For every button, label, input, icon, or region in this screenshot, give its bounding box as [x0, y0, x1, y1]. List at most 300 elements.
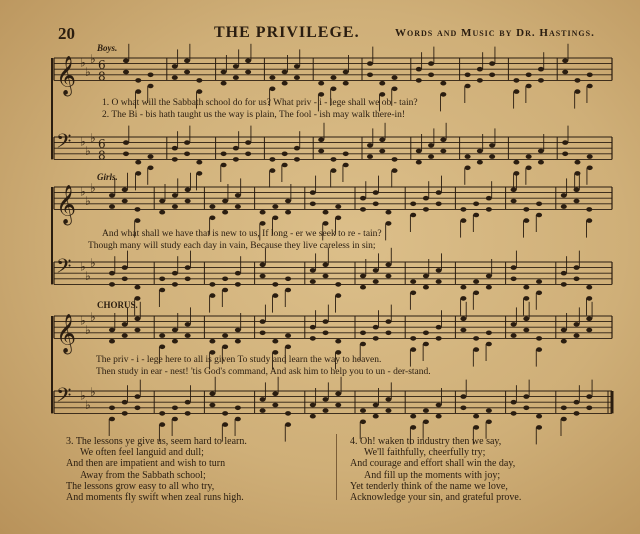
note-head [486, 285, 492, 290]
note-head [385, 319, 391, 324]
bass-clef-icon: 𝄢 [56, 129, 72, 158]
note-head [561, 282, 567, 287]
note-head [410, 414, 416, 419]
note-head [172, 157, 178, 162]
note-head [122, 265, 128, 270]
note-head [392, 75, 398, 80]
note-head [536, 279, 542, 284]
note-head [574, 78, 580, 83]
verse-line: And then are impatient and wish to turn [66, 458, 226, 470]
note-head [536, 347, 542, 352]
note-head [135, 171, 141, 176]
note-head [465, 84, 471, 89]
note-head [294, 64, 300, 69]
note-head [172, 282, 178, 287]
note-head [109, 282, 115, 287]
note-head [489, 73, 495, 78]
lyric-line: Though many will study each day in vain, Because they live careless in sin; [88, 241, 376, 251]
note-head [310, 190, 316, 195]
note-head [209, 216, 215, 221]
note-head [260, 210, 266, 215]
note-head [436, 190, 442, 195]
time-signature: 6 [98, 58, 106, 73]
note-head [511, 411, 517, 416]
note-head [436, 268, 442, 273]
note-head [233, 146, 239, 151]
note-head [416, 67, 422, 72]
note-head [285, 422, 291, 427]
note-head [269, 87, 275, 92]
note-head [586, 328, 592, 333]
note-head [172, 406, 178, 411]
note-head [134, 218, 140, 223]
note-head [335, 293, 341, 298]
note-head [523, 207, 529, 212]
note-head [185, 411, 191, 416]
note-head [486, 420, 492, 425]
note-head [460, 218, 466, 223]
note-head [209, 204, 215, 209]
flat-icon: ♭ [90, 385, 96, 400]
note-head [392, 168, 398, 173]
note-head [360, 408, 366, 413]
note-head [379, 138, 385, 143]
note-head [360, 274, 366, 279]
note-head [222, 210, 228, 215]
verse-line: Acknowledge your sin, and grateful prove. [350, 492, 522, 504]
note-head [360, 207, 366, 212]
note-head [460, 328, 466, 333]
note-head [562, 140, 568, 145]
note-head [310, 336, 316, 341]
note-head [410, 336, 416, 341]
flat-icon: ♭ [90, 131, 96, 146]
note-head [172, 328, 178, 333]
note-head [323, 274, 329, 279]
note-head [460, 394, 466, 399]
note-head [538, 67, 544, 72]
verse-line: And moments fly swift when zeal runs high. [66, 492, 244, 504]
note-head [385, 397, 391, 402]
note-head [135, 78, 141, 83]
part-label-boys: Boys. [97, 43, 118, 53]
note-head [233, 64, 239, 69]
note-head [123, 140, 129, 145]
note-head [235, 406, 241, 411]
note-head [122, 277, 128, 282]
note-head [513, 160, 519, 165]
note-head [323, 263, 329, 268]
note-head [209, 339, 215, 344]
note-head [440, 149, 446, 154]
note-head [460, 285, 466, 290]
note-head [511, 188, 517, 193]
note-head [123, 70, 129, 75]
note-head [109, 417, 115, 422]
note-head [367, 61, 373, 66]
bass-clef-icon: 𝄢 [56, 383, 72, 412]
note-head [536, 336, 542, 341]
note-head [423, 196, 429, 201]
note-head [134, 207, 140, 212]
note-head [367, 73, 373, 78]
note-head [436, 403, 442, 408]
note-head [410, 347, 416, 352]
flat-icon: ♭ [85, 322, 91, 337]
note-head [373, 336, 379, 341]
note-head [260, 319, 266, 324]
note-head [235, 204, 241, 209]
bass-clef-icon: 𝄢 [56, 254, 72, 283]
note-head [416, 160, 422, 165]
note-head [235, 328, 241, 333]
note-head [536, 291, 542, 296]
note-head [561, 339, 567, 344]
note-head [360, 285, 366, 290]
note-head [423, 274, 429, 279]
verse-line: 4. Oh! waken to industry then we say, [350, 436, 502, 447]
flat-icon: ♭ [80, 184, 86, 199]
flat-icon: ♭ [85, 397, 91, 412]
time-signature: 6 [98, 137, 106, 152]
note-head [410, 291, 416, 296]
note-head [586, 406, 592, 411]
note-head [416, 149, 422, 154]
hymn-credit: Words and Music by Dr. Hastings. [395, 27, 595, 39]
note-head [423, 207, 429, 212]
note-head [561, 406, 567, 411]
note-head [526, 84, 532, 89]
note-head [477, 160, 483, 165]
note-head [222, 422, 228, 427]
note-head [574, 322, 580, 327]
note-head [423, 285, 429, 290]
page-number: 20 [58, 24, 75, 43]
note-head [465, 166, 471, 171]
verse-line: 3. The lessons ye give us, seem hard to learn. [66, 436, 247, 447]
note-head [272, 392, 278, 397]
note-head [587, 154, 593, 159]
note-head [310, 414, 316, 419]
note-head [335, 403, 341, 408]
note-head [122, 188, 128, 193]
note-head [561, 328, 567, 333]
part-label-girls: Girls. [97, 172, 118, 182]
note-head [184, 70, 190, 75]
note-head [335, 204, 341, 209]
note-head [282, 70, 288, 75]
note-head [185, 199, 191, 204]
note-head [511, 199, 517, 204]
note-head [489, 154, 495, 159]
note-head [523, 317, 529, 322]
note-head [574, 160, 580, 165]
note-head [587, 73, 593, 78]
note-head [477, 67, 483, 72]
note-head [561, 271, 567, 276]
note-head [134, 317, 140, 322]
note-head [477, 149, 483, 154]
note-head [209, 293, 215, 298]
verse-divider [336, 434, 337, 500]
note-head [221, 163, 227, 168]
note-head [523, 328, 529, 333]
note-head [385, 263, 391, 268]
note-head [235, 282, 241, 287]
note-head [323, 408, 329, 413]
note-head [536, 213, 542, 218]
note-head [511, 277, 517, 282]
note-head [335, 392, 341, 397]
note-head [586, 207, 592, 212]
note-head [235, 417, 241, 422]
note-head [330, 157, 336, 162]
note-head [185, 322, 191, 327]
note-head [360, 342, 366, 347]
note-head [367, 143, 373, 148]
note-head [536, 202, 542, 207]
note-head [330, 75, 336, 80]
flat-icon: ♭ [85, 268, 91, 283]
note-head [109, 339, 115, 344]
flat-icon: ♭ [90, 181, 96, 196]
note-head [410, 279, 416, 284]
note-head [511, 400, 517, 405]
note-head [523, 218, 529, 223]
note-head [272, 403, 278, 408]
note-head [526, 166, 532, 171]
note-head [335, 282, 341, 287]
flat-icon: ♭ [85, 64, 91, 79]
note-head [285, 210, 291, 215]
note-head [269, 168, 275, 173]
note-head [586, 317, 592, 322]
lyric-line: And what shall we have that is new to us, If long - er we seek to re - tain? [102, 229, 382, 239]
note-head [172, 204, 178, 209]
note-head [343, 152, 349, 157]
flat-icon: ♭ [90, 52, 96, 67]
hymn-title: THE PRIVILEGE. [214, 24, 360, 41]
note-head [428, 73, 434, 78]
note-head [209, 282, 215, 287]
note-head [235, 271, 241, 276]
time-signature: 8 [98, 69, 106, 84]
note-head [294, 146, 300, 151]
note-head [486, 342, 492, 347]
note-head [260, 221, 266, 226]
note-head [561, 204, 567, 209]
note-head [373, 268, 379, 273]
note-head [586, 218, 592, 223]
lyric-line: 1. O what will the Sabbath school do for us? What priv - i - lege shall we ob - tain? [102, 98, 418, 108]
note-head [272, 293, 278, 298]
note-head [245, 152, 251, 157]
note-head [562, 152, 568, 157]
note-head [159, 210, 165, 215]
note-head [148, 166, 154, 171]
note-head [473, 279, 479, 284]
note-head [172, 64, 178, 69]
note-head [135, 89, 141, 94]
lyric-line: Then study in ear - nest! 'tis God's command, And ask him to help you to un - der-stand. [96, 367, 431, 377]
note-head [562, 70, 568, 75]
verse-line: Yet tenderly think of the name we love, [350, 480, 508, 492]
note-head [185, 277, 191, 282]
note-head [233, 157, 239, 162]
note-head [536, 414, 542, 419]
note-head [235, 339, 241, 344]
note-head [486, 274, 492, 279]
note-head [343, 70, 349, 75]
note-head [123, 59, 129, 64]
note-head [335, 339, 341, 344]
note-head [222, 277, 228, 282]
note-head [416, 78, 422, 83]
note-head [310, 268, 316, 273]
note-head [511, 333, 517, 338]
treble-clef-icon: 𝄞 [56, 55, 77, 96]
verse-line: We'll faithfully, cheerfully try; [364, 447, 486, 459]
note-head [486, 196, 492, 201]
note-head [172, 339, 178, 344]
note-head [172, 75, 178, 80]
note-head [318, 149, 324, 154]
note-head [410, 202, 416, 207]
note-head [586, 296, 592, 301]
note-head [587, 166, 593, 171]
note-head [148, 84, 154, 89]
note-head [538, 78, 544, 83]
note-head [574, 411, 580, 416]
note-head [109, 271, 115, 276]
note-head [282, 81, 288, 86]
note-head [285, 277, 291, 282]
note-head [526, 154, 532, 159]
note-head [423, 331, 429, 336]
flat-icon: ♭ [80, 134, 86, 149]
note-head [245, 70, 251, 75]
note-head [323, 221, 329, 226]
note-head [440, 138, 446, 143]
note-head [122, 400, 128, 405]
note-head [159, 422, 165, 427]
note-head [523, 394, 529, 399]
note-head [272, 339, 278, 344]
note-head [373, 190, 379, 195]
note-head [159, 277, 165, 282]
note-head [221, 152, 227, 157]
note-head [184, 152, 190, 157]
note-head [310, 202, 316, 207]
note-head [235, 193, 241, 198]
note-head [260, 274, 266, 279]
note-head [428, 143, 434, 148]
note-head [272, 350, 278, 355]
note-head [574, 89, 580, 94]
note-head [379, 92, 385, 97]
verse-4 [350, 436, 521, 503]
verse-line: The lessons grow easy to all who try, [66, 480, 215, 492]
note-head [318, 81, 324, 86]
note-head [536, 425, 542, 430]
note-head [513, 78, 519, 83]
note-head [473, 425, 479, 430]
note-head [562, 59, 568, 64]
note-head [410, 425, 416, 430]
note-head [134, 394, 140, 399]
verse-3 [66, 436, 247, 503]
note-head [294, 157, 300, 162]
note-head [323, 210, 329, 215]
note-head [285, 288, 291, 293]
note-head [269, 157, 275, 162]
note-head [282, 152, 288, 157]
note-head [513, 89, 519, 94]
time-signature: 8 [98, 148, 106, 163]
flat-icon: ♭ [90, 256, 96, 271]
note-head [574, 265, 580, 270]
note-head [473, 202, 479, 207]
note-head [335, 350, 341, 355]
note-head [310, 403, 316, 408]
note-head [385, 221, 391, 226]
note-head [436, 279, 442, 284]
note-head [135, 160, 141, 165]
note-head [222, 411, 228, 416]
note-head [392, 87, 398, 92]
verse-line: Away from the Sabbath school; [80, 469, 206, 481]
flat-icon: ♭ [80, 313, 86, 328]
note-head [260, 397, 266, 402]
note-head [159, 288, 165, 293]
note-head [574, 333, 580, 338]
note-head [109, 406, 115, 411]
note-head [436, 414, 442, 419]
verse-line: And courage and effort shall win the day, [350, 458, 516, 470]
note-head [310, 325, 316, 330]
note-head [473, 347, 479, 352]
note-head [436, 336, 442, 341]
note-head [473, 414, 479, 419]
note-head [196, 89, 202, 94]
flat-icon: ♭ [85, 143, 91, 158]
note-head [489, 61, 495, 66]
note-head [196, 171, 202, 176]
note-head [486, 331, 492, 336]
note-head [185, 188, 191, 193]
note-head [428, 154, 434, 159]
note-head [486, 207, 492, 212]
note-head [122, 411, 128, 416]
note-head [285, 345, 291, 350]
treble-clef-icon: 𝄞 [56, 313, 77, 354]
note-head [526, 73, 532, 78]
note-head [473, 291, 479, 296]
note-head [561, 417, 567, 422]
note-head [323, 319, 329, 324]
note-head [260, 408, 266, 413]
lyric-line: 2. The Bi - bis hath taught us the way is plain, The fool - ish may walk there-in! [102, 110, 406, 120]
note-head [272, 216, 278, 221]
note-head [196, 160, 202, 165]
note-head [486, 408, 492, 413]
lyric-line: The priv - i - lege here to all is given To study and learn the way to heaven. [96, 355, 382, 365]
note-head [343, 81, 349, 86]
note-head [209, 350, 215, 355]
note-head [373, 279, 379, 284]
note-head [423, 342, 429, 347]
note-head [109, 328, 115, 333]
